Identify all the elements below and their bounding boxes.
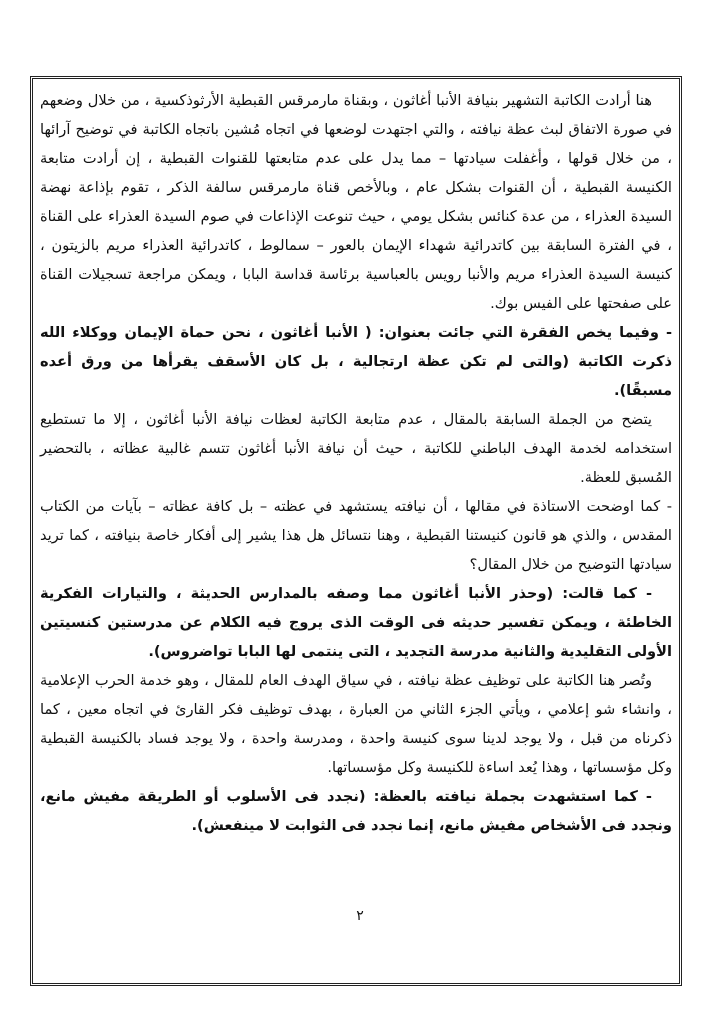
paragraph-bible-verses: - كما اوضحت الاستاذة في مقالها ، أن نيافته يستشهد في عظته – بل كافة عظاته – بآيات من الكتاب المقدس ، والذي هو قانون كنيستنا القبطية ، وهنا نتسائل هل هذا يشير إلى أفكار خاصة بنيافته ، كما تريد سيادتها التوضيح من خلال المقال؟ — [40, 498, 672, 573]
paragraph-media-war: وتُصر هنا الكاتبة على توظيف عظة نيافته ، في سياق الهدف العام للمقال ، وهو خدمة الحرب الإعلامية ، وانشاء شو إعلامي ، ويأتي الجزء الثاني من العبارة ، بهدف توظيف فكر القارئ في اتجاه معين ، كما ذكرناه من قبل ، ولا يوجد لدينا سوى كنيسة واحدة ، ومدرسة واحدة ، ولا يوجد فساد بالكنيسة القبطية وكل مؤسساتها ، وهذا يُعد اساءة للكنيسة وكل مؤسساتها. — [40, 672, 672, 776]
page-number: ٢ — [356, 908, 364, 924]
paragraph-channel-broadcasts: هنا أرادت الكاتبة التشهير بنيافة الأنبا أغاثون ، وبقناة مارمرقس القبطية الأرثوذكسية ، من خلال وضعهم في صورة الاتفاق لبث عظة نيافته ، والتي اجتهدت لوضعها في اتجاه مُشين باتجاه الكاتبة في توضيح آرائها ، من خلال قولها ، وأغفلت سيادتها – مما يدل على عدم متابعتها للقنوات القبطية ، إن أرادت متابعة الكنيسة القبطية ، أن القنوات بشكل عام ، وبالأخص قناة مارمرقس سالفة الذكر ، تقوم بإذاعة نهضة السيدة العذراء ، من عدة كنائس بشكل يومي ، حيث تنوعت الإذاعات في صوم السيدة العذراء على القناة ، في الفترة السابقة بين كاتدرائية شهداء الإيمان بالعور – سمالوط ، كاتدرائية العذراء مريم بالزيتون ، كنيسة السيدة العذراء مريم والأنبا رويس بالعباسية برئاسة قداسة البابا ، ويمكن مراجعة تسجيلات القناة على صفحتها على الفيس بوك. — [40, 92, 672, 312]
paragraph-prepared-sermons: يتضح من الجملة السابقة بالمقال ، عدم متابعة الكاتبة لعظات نيافة الأنبا أغاثون ، إلا ما تستطيع استخدامه لخدمة الهدف الباطني للكاتبة ، حيث أن نيافة الأنبا أغاثون تتسم غالبية عظاته ، بالتحضير المُسبق للعظة. — [40, 411, 672, 486]
document-body — [40, 86, 672, 840]
paragraph-quote-guardians: - وفيما يخص الفقرة التي جائت بعنوان: ( الأنبا أغاثون ، نحن حماة الإيمان ووكلاء الله ذكرت الكاتبة (والتى لم تكن عظة ارتجالية ، بل كان الأسقف يقرأها من ورق أعده مسبقًا). — [40, 324, 672, 399]
paragraph-quote-renewal: - كما استشهدت بجملة نيافته بالعظة: (نجدد فى الأسلوب أو الطريقة مفيش مانع، ونجدد فى الأشخاص مفيش مانع، إنما نجدد فى الثوابت لا مينفعش). — [40, 788, 672, 834]
paragraph-quote-modern-schools: - كما قالت: (وحذر الأنبا أغاثون مما وصفه بالمدارس الحديثة ، والتيارات الفكرية الخاطئة ، ويمكن تفسير حديثه فى الوقت الذى يروج فيه الكلام عن مدرستين كنسيتين الأولى التقليدية والثانية مدرسة التجديد ، التى ينتمى لها البابا تواضروس). — [40, 585, 672, 660]
